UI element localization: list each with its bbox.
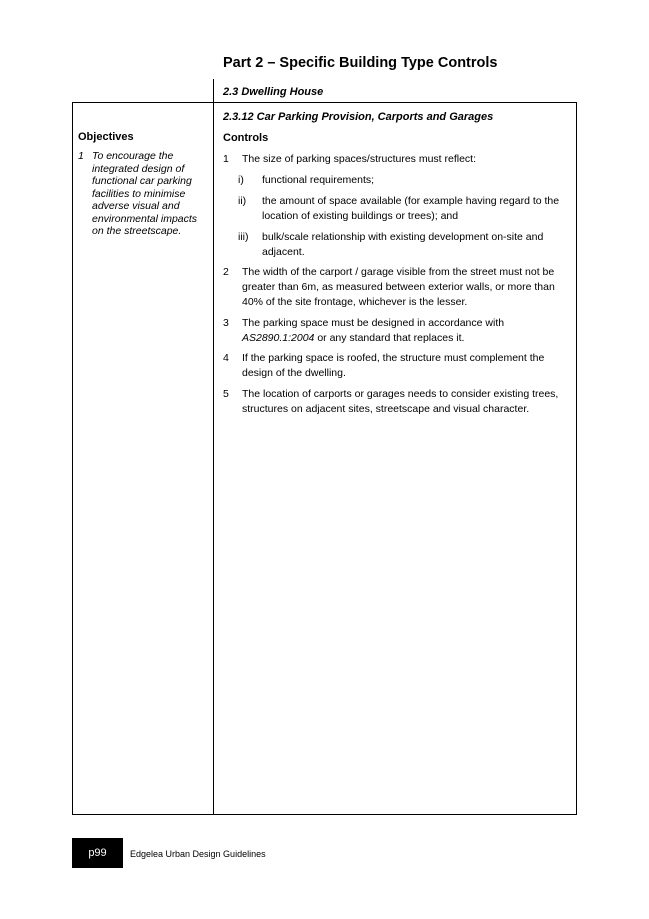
controls-heading: Controls <box>223 132 269 144</box>
objective-number: 1 <box>78 150 84 162</box>
page-number-badge <box>72 838 123 868</box>
subitem-number: i) <box>238 174 244 186</box>
standard-reference: AS2890.1:2004 <box>242 332 315 344</box>
control-number: 4 <box>223 352 229 364</box>
subitem-text: bulk/scale relationship with existing development on-site and adjacent. <box>262 231 544 258</box>
control-text-after: or any standard that replaces it. <box>314 332 465 344</box>
footer-document-title: Edgelea Urban Design Guidelines <box>130 849 266 859</box>
control-text <box>242 316 575 346</box>
objective-text: To encourage the integrated design of functional car parking facilities to minimise adverse visual and environmental impacts on the streetscape. <box>92 150 198 237</box>
subsection-title: 2.3.12 Car Parking Provision, Carports and Garages <box>223 111 494 123</box>
objectives-heading: Objectives <box>78 131 134 143</box>
page-number: p99 <box>88 847 107 859</box>
control-number: 2 <box>223 266 229 278</box>
column-divider <box>213 102 214 815</box>
subitem-number: iii) <box>238 231 249 243</box>
control-text: The size of parking spaces/structures must reflect: <box>242 153 477 165</box>
control-number: 1 <box>223 153 229 165</box>
control-text-before: The parking space must be designed in accordance with <box>242 317 505 329</box>
control-text: If the parking space is roofed, the structure must complement the design of the dwelling. <box>242 352 545 379</box>
page-title: Part 2 – Specific Building Type Controls <box>223 55 498 71</box>
header-divider-line <box>213 79 214 103</box>
subitem-text: functional requirements; <box>262 174 375 186</box>
control-number: 3 <box>223 317 229 329</box>
control-number: 5 <box>223 388 229 400</box>
subitem-number: ii) <box>238 195 247 207</box>
control-text: The location of carports or garages needs to consider existing trees, structures on adjacent sites, streetscape and visual character. <box>242 388 559 415</box>
control-text: The width of the carport / garage visible from the street must not be greater than 6m, as measured between exterior walls, or more than 40% of the site frontage, whichever is the lesser. <box>242 266 555 308</box>
subitem-text: the amount of space available (for example having regard to the location of existing buildings or trees); and <box>262 195 560 222</box>
section-title: 2.3 Dwelling House <box>223 86 324 98</box>
